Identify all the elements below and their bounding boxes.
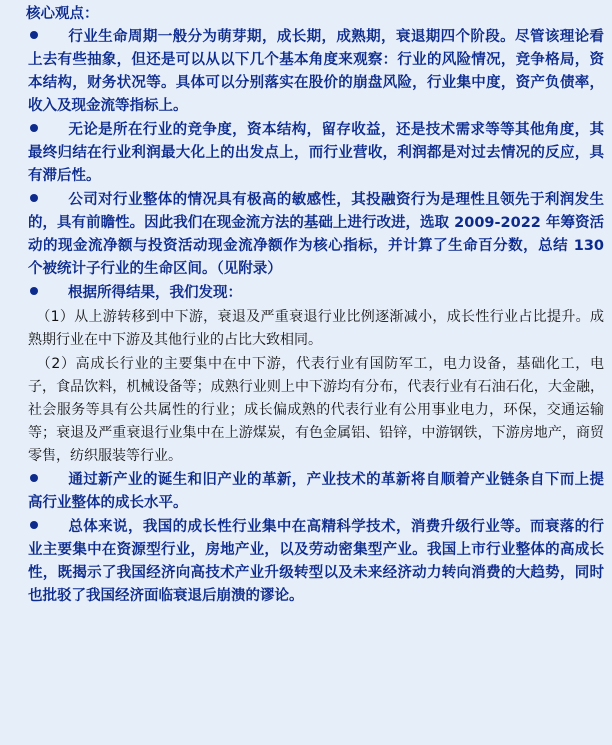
bullet-point [28,189,604,281]
finding-paragraph [28,353,604,468]
finding-text: （2）高成长行业的主要集中在中下游，代表行业有国防军工，电力设备，基础化工，电子，食品饮料，机械设备等；成熟行业则上中下游均有分布，代表行业有石油石化，大金融，社会服务等具有公共属性的行业；成长偏成熟的代表行业有公用事业电力，环保，交通运输等；衰退及严重衰退行业集中在上游煤炭，有色金属铝、铅锌，中游钢铁，下游房地产，商贸零售，纺织服装等行业。 [28,356,604,464]
bullet-icon [30,124,38,132]
bullet-point [28,516,604,608]
bullet-text: 公司对行业整体的情况具有极高的敏感性，其投融资行为是理性且领先于利润发生的，具有前瞻性。因此我们在现金流方法的基础上进行改进，选取 2009-2022 年筹资活动的现金流净额与投资活动现金流净额作为核心指标，并计算了生命百分数，总结 130 个被统计子行业的生命区间。（见附录） [28,192,604,277]
bullet-icon [30,194,38,202]
bullet-text: 通过新产业的诞生和旧产业的革新，产业技术的革新将自顺着产业链条自下而上提高行业整体的成长水平。 [28,472,604,511]
bullet-point [28,119,604,188]
bullet-text: 总体来说，我国的成长性行业集中在高精科学技术，消费升级行业等。而衰落的行业主要集中在资源型行业，房地产业，以及劳动密集型产业。我国上市行业整体的高成长性，既揭示了我国经济向高技术产业升级转型以及未来经济动力转向消费的大趋势，同时也批驳了我国经济面临衰退后崩溃的谬论。 [28,519,604,604]
bullet-text: 行业生命周期一般分为萌芽期，成长期，成熟期，衰退期四个阶段。尽管该理论看上去有些抽象，但还是可以从以下几个基本角度来观察：行业的风险情况，竞争格局，资本结构，财务状况等。具体可以分别落实在股价的崩盘风险，行业集中度，资产负债率，收入及现金流等指标上。 [28,29,604,114]
bullet-text: 根据所得结果，我们发现： [68,285,242,301]
bullet-point [28,282,604,305]
section-heading: 核心观点： [26,6,99,22]
bullet-icon [30,287,38,295]
bullet-icon [30,521,38,529]
finding-paragraph [28,306,604,352]
bullet-icon [30,474,38,482]
bullet-icon [30,31,38,39]
bullet-point [28,469,604,515]
bullet-point [28,26,604,118]
finding-text: （1）从上游转移到中下游，衰退及严重衰退行业比例逐渐减小，成长性行业占比提升。成熟期行业在中下游及其他行业的占比大致相同。 [28,309,604,348]
bullet-text: 无论是所在行业的竞争度，资本结构，留存收益，还是技术需求等等其他角度，其最终归结在行业利润最大化上的出发点上，而行业营收，利润都是对过去情况的反应，具有滞后性。 [28,122,604,184]
